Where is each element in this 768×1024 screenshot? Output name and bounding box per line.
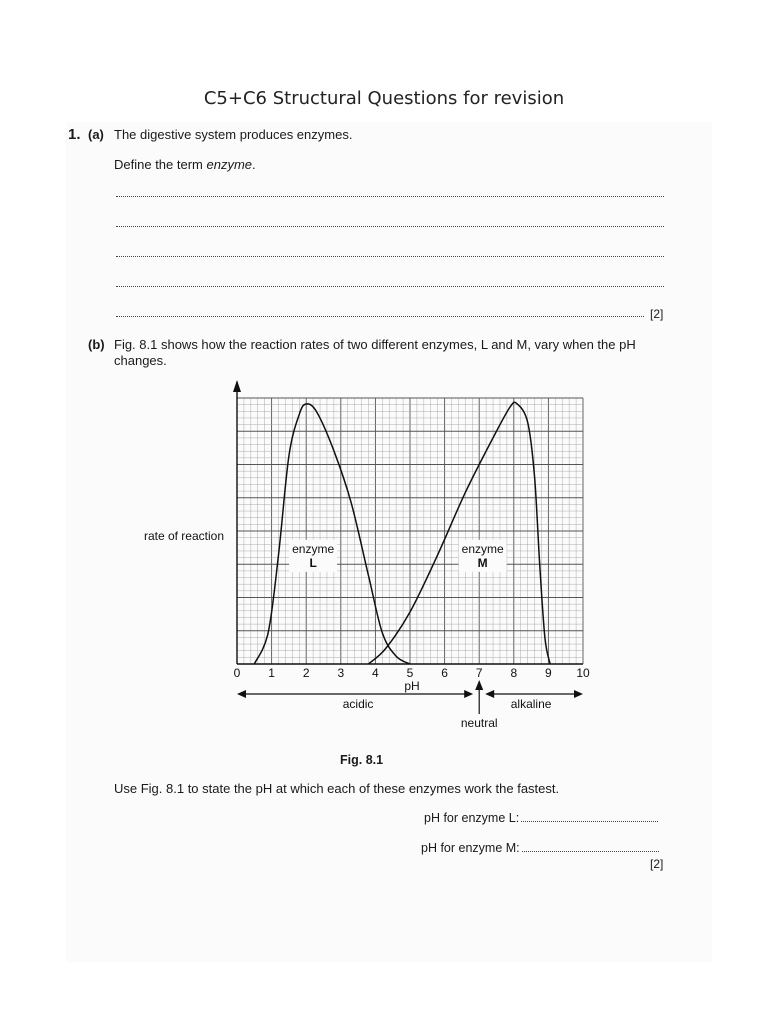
answer-field-m[interactable] (522, 841, 659, 852)
answer-row-enzyme-m (421, 841, 659, 855)
answer-label-l: pH for enzyme L: (424, 811, 520, 825)
acidic-label: acidic (342, 697, 374, 711)
answer-field-l[interactable] (521, 811, 658, 822)
x-tick-label: 2 (302, 666, 310, 680)
x-tick-label: 10 (576, 666, 590, 680)
neutral-label: neutral (460, 716, 498, 730)
alkaline-label: alkaline (510, 697, 552, 711)
alkaline-arrow-head (574, 690, 583, 698)
y-axis-label: rate of reaction (143, 529, 224, 543)
x-tick-label: 0 (233, 666, 241, 680)
instruction-prefix: Define the term (114, 157, 207, 172)
enzyme-l-curve (254, 404, 410, 664)
enzyme-l-label-letter: L (309, 555, 317, 570)
x-tick-label: 1 (268, 666, 275, 680)
instruction-term: enzyme (206, 157, 253, 172)
y-axis-arrow (233, 380, 241, 392)
page-title: C5+C6 Structural Questions for revision (203, 88, 565, 109)
part-b-marks: [2] (650, 857, 664, 871)
question-number: 1. (68, 126, 81, 143)
x-axis-label: pH (404, 679, 420, 693)
graph-labels (144, 529, 590, 730)
enzyme-l-label-word: enzyme (292, 541, 335, 556)
enzyme-m-label-word: enzyme (461, 541, 504, 556)
x-tick-label: 3 (337, 666, 345, 680)
acidic-arrow-head-right (464, 690, 473, 698)
neutral-marker-arrow (475, 680, 483, 690)
figure-caption: Fig. 8.1 (340, 753, 384, 767)
x-tick-label: 9 (545, 666, 552, 680)
part-b-ask: Use Fig. 8.1 to state the pH at which each of these enzymes work the fastest. (114, 781, 560, 796)
acidic-arrow-head (237, 690, 246, 698)
x-tick-label: 6 (441, 666, 448, 680)
graph-grid (233, 380, 583, 664)
graph-curves (254, 402, 550, 664)
part-a-marks: [2] (650, 307, 664, 321)
answer-row-enzyme-l (424, 811, 658, 825)
part-b-text: Fig. 8.1 shows how the reaction rates of two different enzymes, L and M, vary when the pH changes. (114, 337, 636, 368)
x-tick-label: 8 (510, 666, 518, 680)
answer-label-m: pH for enzyme M: (421, 841, 520, 855)
alkaline-arrow-head-left (485, 690, 494, 698)
x-tick-label: 7 (475, 666, 483, 680)
part-a-label: (a) (88, 127, 104, 142)
part-b-label: (b) (88, 337, 105, 352)
instruction-suffix: . (252, 157, 256, 172)
x-tick-label: 4 (372, 666, 379, 680)
part-a-intro: The digestive system produces enzymes. (114, 127, 353, 142)
enzyme-m-curve (368, 402, 550, 664)
enzyme-m-label-letter: M (477, 555, 488, 570)
x-tick-label: 5 (406, 666, 414, 680)
